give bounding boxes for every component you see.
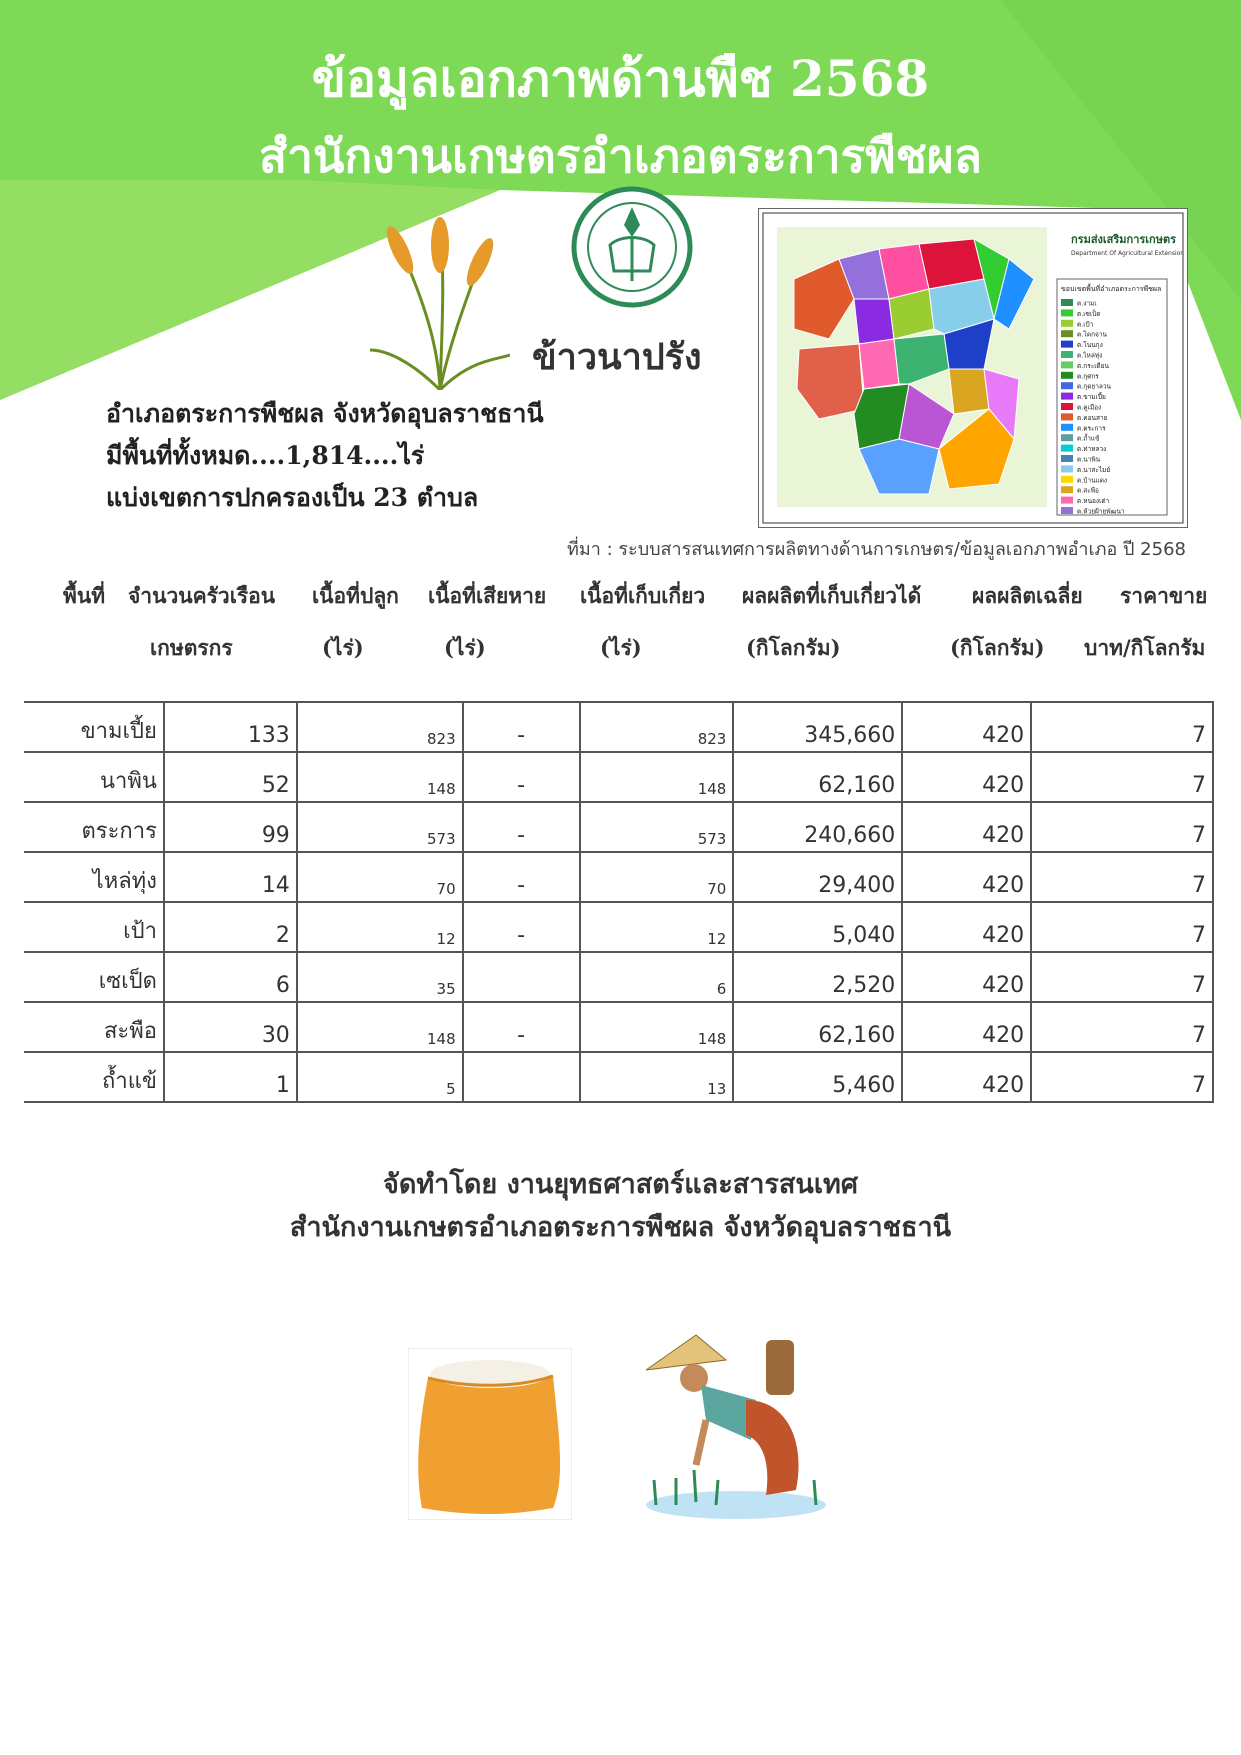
- cell-price: 7: [1031, 902, 1213, 952]
- data-source: ที่มา : ระบบสารสนเทศการผลิตทางด้านการเกษตร/ข้อมูลเอกภาพอำเภอ ปี 2568: [567, 539, 1186, 560]
- map-image: [759, 209, 1187, 527]
- cell-production: 62,160: [733, 752, 902, 802]
- legend-swatch: [1061, 445, 1073, 452]
- cell-yield: 420: [902, 852, 1031, 902]
- production-table: [24, 701, 1214, 1103]
- header-damaged: เนื้อที่เสียหาย: [428, 583, 547, 608]
- legend-label: ต.เซเป็ด: [1077, 309, 1101, 318]
- legend-swatch: [1061, 351, 1073, 358]
- legend-swatch: [1061, 299, 1073, 306]
- legend-swatch: [1061, 393, 1073, 400]
- cell-area: ขามเปี้ย: [24, 702, 164, 752]
- header-households: จำนวนครัวเรือน: [128, 583, 276, 608]
- table-row: [24, 1002, 1213, 1052]
- cell-damaged: -: [463, 852, 580, 902]
- page-subtitle: สำนักงานเกษตรอำเภอตระการพืชผล: [259, 129, 982, 183]
- cell-damaged: -: [463, 752, 580, 802]
- legend-swatch: [1061, 413, 1073, 420]
- legend-label: ต.โนนกุง: [1077, 341, 1103, 350]
- cell-production: 62,160: [733, 1002, 902, 1052]
- map-agency-en: Department Of Agricultural Extension: [1071, 250, 1185, 257]
- cell-yield: 420: [902, 1052, 1031, 1102]
- cell-area: สะพือ: [24, 1002, 164, 1052]
- legend-label: ต.คอนสาย: [1077, 413, 1108, 422]
- legend-swatch: [1061, 403, 1073, 410]
- cell-production: 29,400: [733, 852, 902, 902]
- district-map: [758, 208, 1188, 528]
- total-area: มีพื้นที่ทั้งหมด....1,814....ไร่: [106, 441, 425, 470]
- legend-label: ต.สะพือ: [1077, 486, 1099, 495]
- page-title: ข้อมูลเอกภาพด้านพืช 2568: [311, 49, 930, 108]
- rice-stalk-icon: [370, 210, 510, 390]
- cell-price: 7: [1031, 702, 1213, 752]
- cell-households: 6: [164, 952, 297, 1002]
- legend-label: ต.ถ้ำแข้: [1077, 434, 1100, 443]
- cell-yield: 420: [902, 702, 1031, 752]
- header-planted-sub: (ไร่): [322, 635, 364, 660]
- cell-damaged: -: [463, 702, 580, 752]
- cell-households: 99: [164, 802, 297, 852]
- cell-yield: 420: [902, 952, 1031, 1002]
- legend-label: ต.กระเดียน: [1077, 361, 1109, 370]
- cell-planted: 823: [297, 702, 463, 752]
- legend-swatch: [1061, 497, 1073, 504]
- cell-harvested: 148: [580, 1002, 734, 1052]
- cell-yield: 420: [902, 1002, 1031, 1052]
- cell-yield: 420: [902, 802, 1031, 852]
- legend-label: ต.ท่าหลวง: [1077, 445, 1107, 454]
- cell-planted: 12: [297, 902, 463, 952]
- legend-label: ต.โคกจาน: [1077, 330, 1107, 339]
- cell-price: 7: [1031, 1002, 1213, 1052]
- map-legend-title: ขอบเขตพื้นที่อำเภอตระการพืชผล: [1061, 285, 1162, 293]
- header-price: ราคาขาย: [1120, 583, 1208, 608]
- header-yield-sub: (กิโลกรัม): [950, 635, 1045, 660]
- header-planted: เนื้อที่ปลูก: [312, 583, 399, 608]
- legend-swatch: [1061, 465, 1073, 472]
- cell-planted: 35: [297, 952, 463, 1002]
- legend-swatch: [1061, 476, 1073, 483]
- cell-damaged: [463, 1052, 580, 1102]
- legend-label: ต.ห้วยฝ้ายพัฒนา: [1077, 507, 1125, 516]
- cell-area: ตระการ: [24, 802, 164, 852]
- legend-label: ต.กุดยาลวน: [1077, 382, 1111, 391]
- cell-households: 30: [164, 1002, 297, 1052]
- cell-area: ไหล่ทุ่ง: [24, 852, 164, 902]
- cell-price: 7: [1031, 802, 1213, 852]
- footer-prepared-by: จัดทำโดย งานยุทธศาสตร์และสารสนเทศ: [383, 1169, 858, 1200]
- table-row: [24, 852, 1213, 902]
- map-agency: กรมส่งเสริมการเกษตร: [1071, 233, 1177, 246]
- cell-production: 345,660: [733, 702, 902, 752]
- cell-households: 52: [164, 752, 297, 802]
- legend-label: ต.นาสะไมย์: [1077, 465, 1111, 474]
- cell-planted: 573: [297, 802, 463, 852]
- cell-harvested: 13: [580, 1052, 734, 1102]
- cell-area: เซเป็ด: [24, 952, 164, 1002]
- legend-swatch: [1061, 507, 1073, 514]
- legend-swatch: [1061, 486, 1073, 493]
- header-production: ผลผลิตที่เก็บเกี่ยวได้: [742, 583, 922, 608]
- header-area: พื้นที่: [63, 583, 106, 608]
- cell-planted: 148: [297, 1002, 463, 1052]
- cell-area: นาพิน: [24, 752, 164, 802]
- crop-name: ข้าวนาปรัง: [532, 336, 702, 378]
- district-name: อำเภอตระการพืชผล จังหวัดอุบลราชธานี: [106, 399, 544, 428]
- legend-swatch: [1061, 330, 1073, 337]
- cell-harvested: 823: [580, 702, 734, 752]
- cell-production: 2,520: [733, 952, 902, 1002]
- cell-harvested: 148: [580, 752, 734, 802]
- cell-harvested: 12: [580, 902, 734, 952]
- legend-label: ต.งามเ: [1077, 299, 1097, 308]
- cell-area: ถ้ำแข้: [24, 1052, 164, 1102]
- cell-price: 7: [1031, 752, 1213, 802]
- cell-production: 5,460: [733, 1052, 902, 1102]
- legend-label: ต.คูเมือง: [1077, 403, 1102, 412]
- cell-households: 133: [164, 702, 297, 752]
- legend-label: ต.บ้านแดง: [1077, 476, 1108, 485]
- header-households-sub: เกษตรกร: [150, 635, 233, 660]
- cell-yield: 420: [902, 752, 1031, 802]
- cell-harvested: 6: [580, 952, 734, 1002]
- header-price-sub: บาท/กิโลกรัม: [1084, 635, 1206, 660]
- subdistrict-count: แบ่งเขตการปกครองเป็น 23 ตำบล: [106, 483, 479, 512]
- cell-damaged: [463, 952, 580, 1002]
- department-seal-icon: [570, 185, 694, 309]
- legend-label: ต.ตระการ: [1077, 424, 1106, 433]
- legend-label: ต.กุศกร: [1077, 372, 1099, 381]
- cell-production: 5,040: [733, 902, 902, 952]
- table-row: [24, 702, 1213, 752]
- legend-swatch: [1061, 455, 1073, 462]
- header-harvested-sub: (ไร่): [600, 635, 642, 660]
- cell-price: 7: [1031, 952, 1213, 1002]
- legend-swatch: [1061, 320, 1073, 327]
- header-yield: ผลผลิตเฉลี่ย: [972, 583, 1083, 608]
- legend-swatch: [1061, 382, 1073, 389]
- cell-damaged: -: [463, 1002, 580, 1052]
- header-harvested: เนื้อที่เก็บเกี่ยว: [580, 583, 706, 608]
- legend-label: ต.ขามเปี้ย: [1077, 393, 1106, 402]
- cell-planted: 5: [297, 1052, 463, 1102]
- cell-households: 1: [164, 1052, 297, 1102]
- farmer-planting-icon: [636, 1330, 832, 1530]
- legend-swatch: [1061, 341, 1073, 348]
- table-row: [24, 1052, 1213, 1102]
- legend-label: ต.หนองเต่า: [1077, 497, 1110, 506]
- legend-label: ต.เป้า: [1077, 320, 1094, 329]
- header-damaged-sub: (ไร่): [444, 635, 486, 660]
- cell-damaged: -: [463, 802, 580, 852]
- legend-label: ต.ไหล่ทุ่ง: [1077, 351, 1103, 360]
- cell-production: 240,660: [733, 802, 902, 852]
- cell-damaged: -: [463, 902, 580, 952]
- legend-swatch: [1061, 372, 1073, 379]
- cell-households: 14: [164, 852, 297, 902]
- header-production-sub: (กิโลกรัม): [746, 635, 841, 660]
- cell-price: 7: [1031, 852, 1213, 902]
- cell-households: 2: [164, 902, 297, 952]
- cell-planted: 70: [297, 852, 463, 902]
- table-row: [24, 902, 1213, 952]
- cell-yield: 420: [902, 902, 1031, 952]
- cell-harvested: 573: [580, 802, 734, 852]
- table-row: [24, 752, 1213, 802]
- legend-label: ต.นาพิน: [1077, 455, 1101, 464]
- district-info: [106, 393, 544, 519]
- cell-area: เป้า: [24, 902, 164, 952]
- legend-swatch: [1061, 424, 1073, 431]
- legend-swatch: [1061, 434, 1073, 441]
- table-row: [24, 952, 1213, 1002]
- legend-swatch: [1061, 361, 1073, 368]
- rice-sack-icon: [408, 1348, 572, 1520]
- legend-swatch: [1061, 309, 1073, 316]
- table-row: [24, 802, 1213, 852]
- cell-harvested: 70: [580, 852, 734, 902]
- cell-planted: 148: [297, 752, 463, 802]
- cell-price: 7: [1031, 1052, 1213, 1102]
- footer-office: สำนักงานเกษตรอำเภอตระการพืชผล จังหวัดอุบลราชธานี: [289, 1212, 952, 1243]
